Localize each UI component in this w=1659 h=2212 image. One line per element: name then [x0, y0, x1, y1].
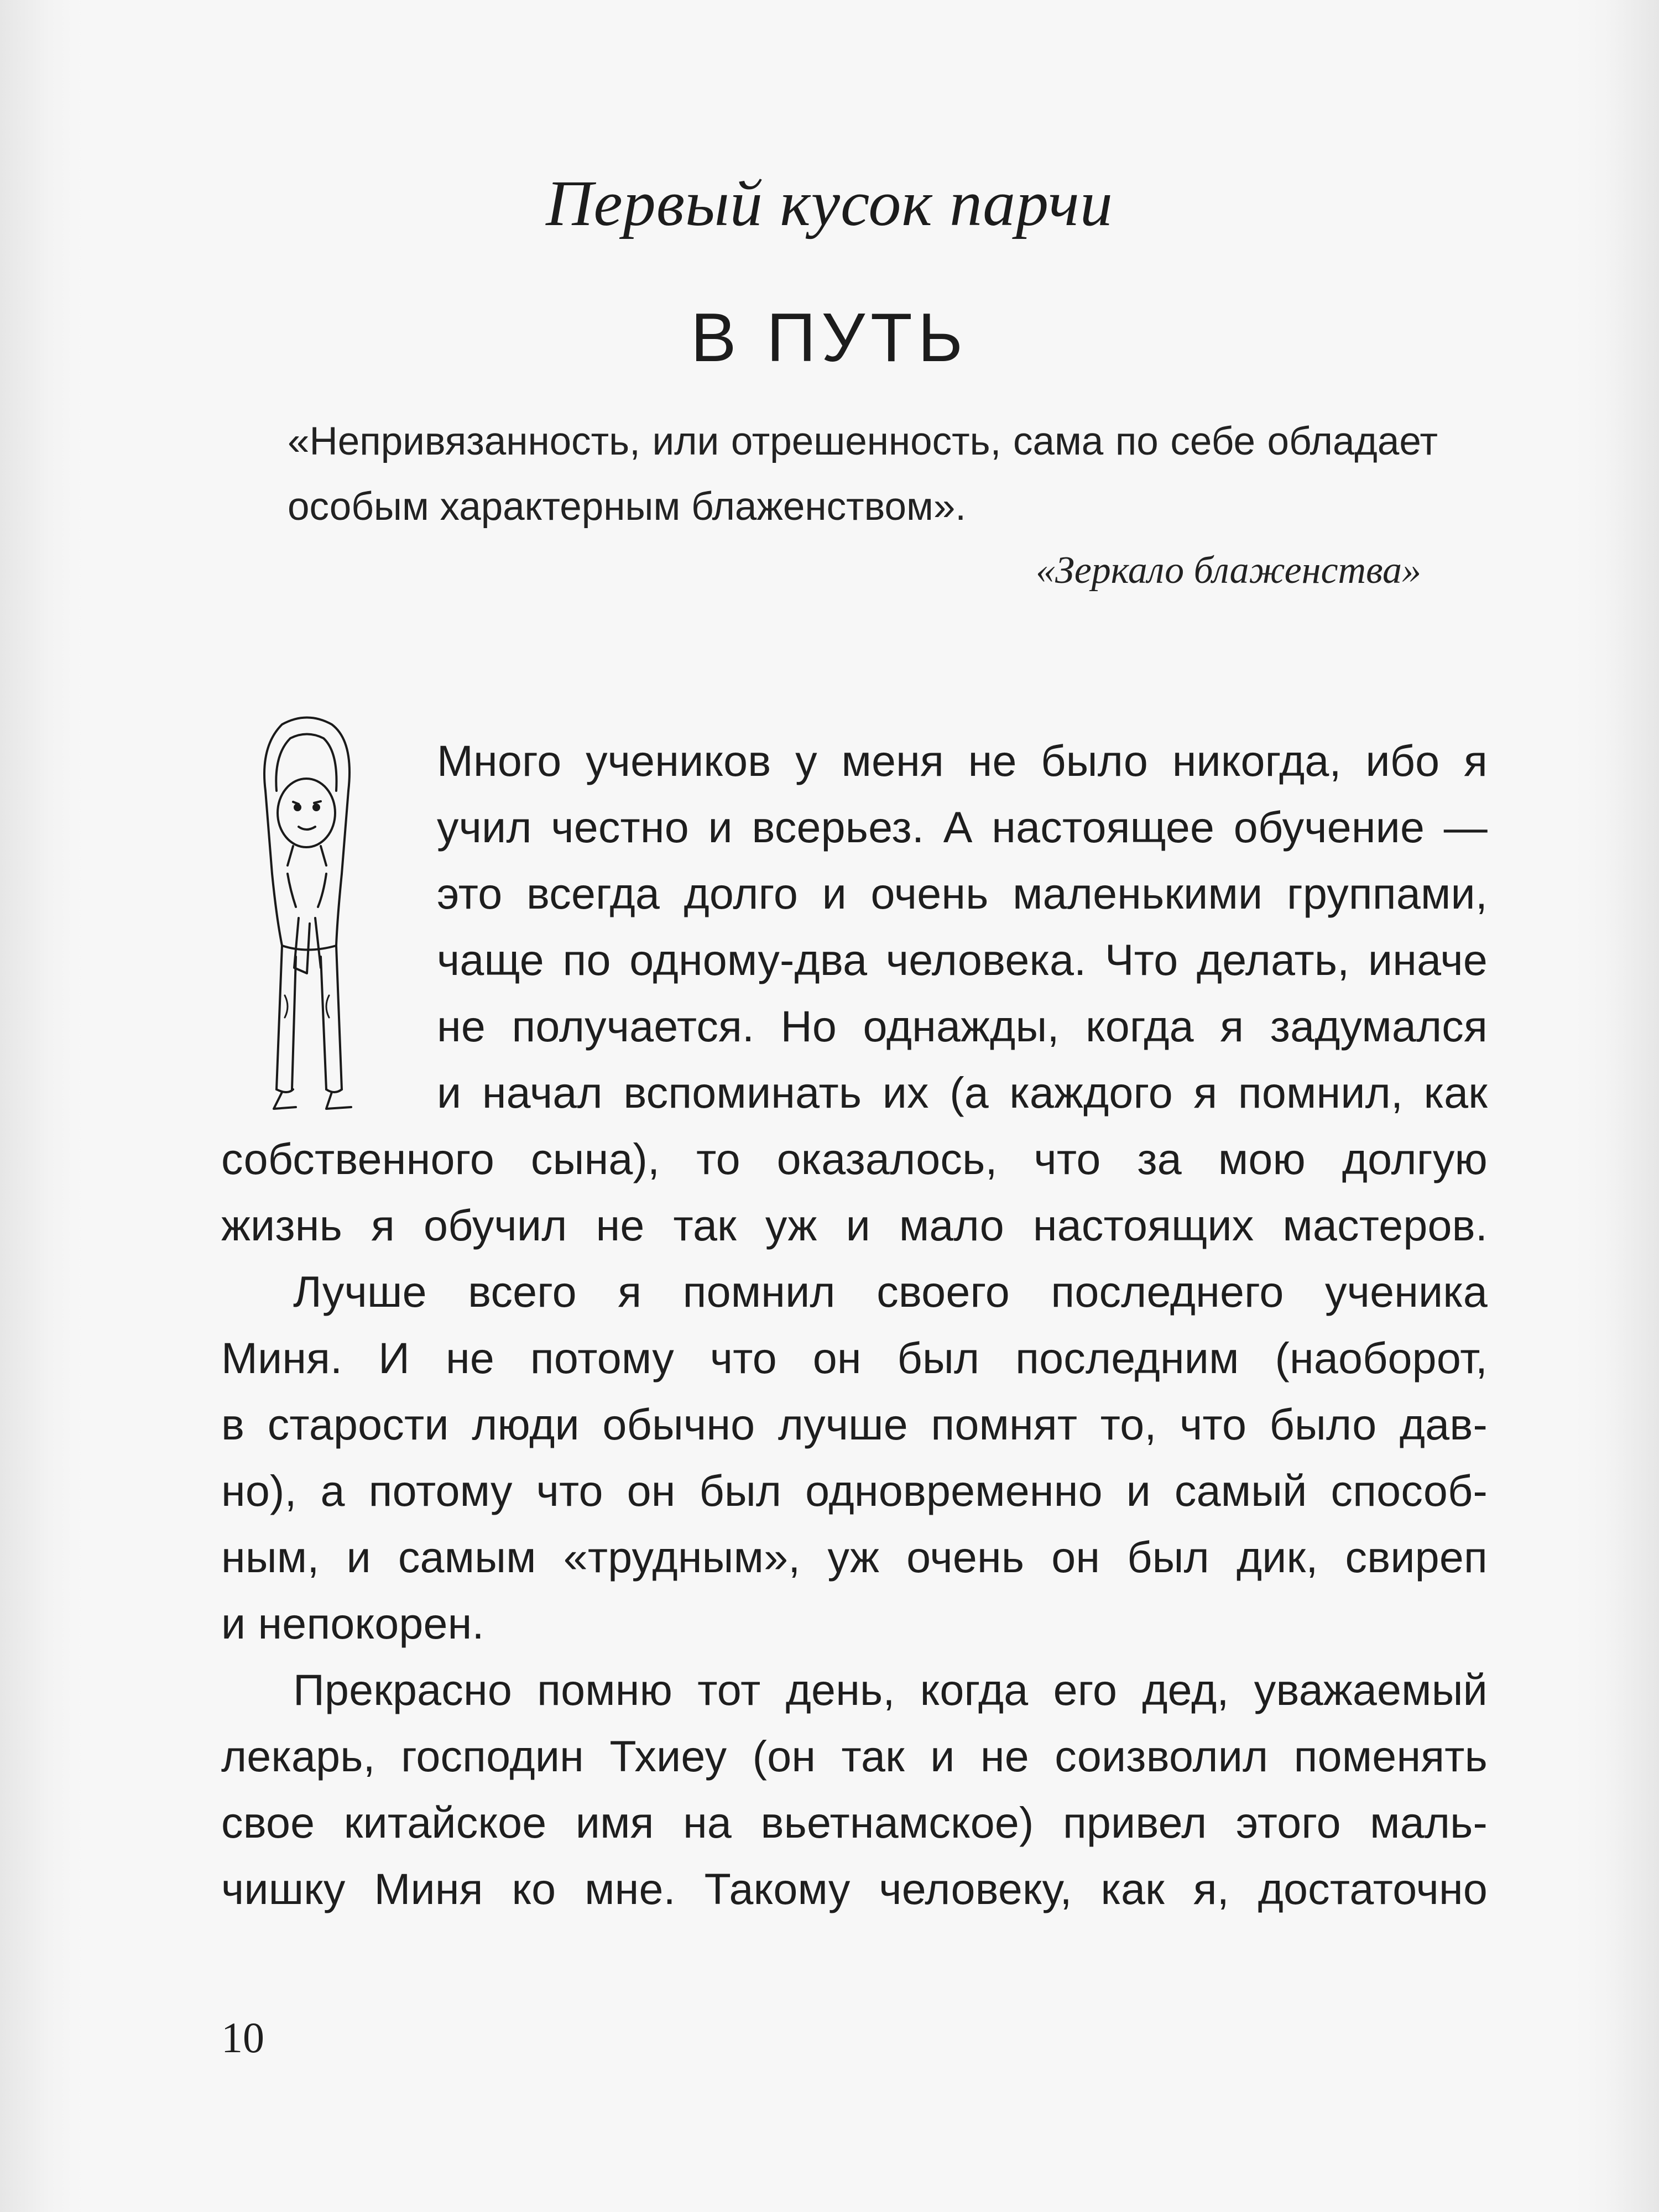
body-line: свое китайское имя на вьетнамское) привел этого маль-: [221, 1798, 1488, 1847]
body-line: не получается. Но однажды, когда я задумался: [437, 1001, 1488, 1051]
body-line: чишку Миня ко мне. Такому человеку, как я, достаточно: [221, 1864, 1488, 1913]
body-line: Миня. И не потому что он был последним (наоборот,: [221, 1333, 1488, 1383]
body-line: Много учеников у меня не было никогда, ибо я: [437, 736, 1488, 785]
body-line: жизнь я обучил не так уж и мало настоящих мастеров.: [221, 1201, 1488, 1250]
body-line: и непокорен.: [221, 1599, 484, 1648]
body-line: в старости люди обычно лучше помнят то, что было дав-: [221, 1400, 1488, 1449]
body-line: собственного сына), то оказалось, что за мою долгую: [221, 1134, 1488, 1183]
body-line: Прекрасно помню тот день, когда его дед, уважаемый: [293, 1665, 1488, 1714]
body-line: Лучше всего я помнил своего последнего ученика: [293, 1267, 1488, 1316]
body-line: ным, и самым «трудным», уж очень он был дик, свиреп: [221, 1532, 1488, 1582]
body-line: лекарь, господин Тхиеу (он так и не соизволил поменять: [221, 1731, 1488, 1781]
body-line: учил честно и всерьез. А настоящее обучение —: [437, 802, 1488, 852]
page-number: 10: [221, 2013, 264, 2062]
section-title: В ПУТЬ: [690, 300, 969, 376]
body-line: это всегда долго и очень маленькими группами,: [437, 869, 1488, 918]
chapter-title: Первый кусок парчи: [546, 167, 1113, 239]
body-line: но), а потому что он был одновременно и самый способ-: [221, 1466, 1488, 1515]
body-line: и начал вспоминать их (а каждого я помнил, как: [437, 1068, 1488, 1117]
epigraph-text: «Непривязанность, или отрешенность, сама по себе обладает особым характерным блаженством».: [288, 420, 1438, 529]
body-line: чаще по одному-два человека. Что делать, иначе: [437, 935, 1488, 984]
epigraph-source: «Зеркало блаженства»: [1036, 549, 1421, 592]
standing-figure-illustration: [243, 708, 371, 1112]
